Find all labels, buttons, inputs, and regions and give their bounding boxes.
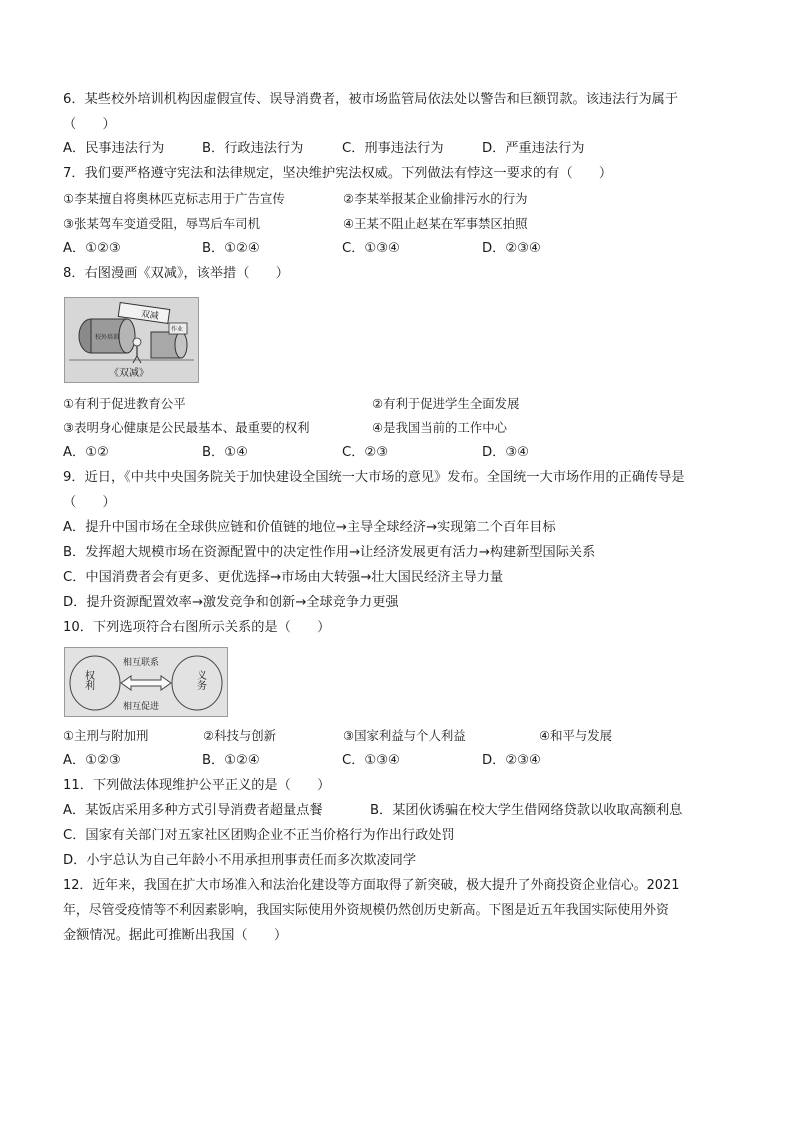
q7-item-4: ④王某不阻止赵某在军事禁区拍照 <box>343 216 528 231</box>
q10-option-c: C．①③④ <box>342 753 400 768</box>
q7-option-b: B．①②④ <box>202 241 260 256</box>
q10-item-3: ③国家利益与个人利益 <box>343 728 466 743</box>
q12-line-1: 12．近年来，我国在扩大市场准入和法治化建设等方面取得了新突破，极大提升了外商投资企业信心。2021 <box>63 878 680 893</box>
q7-item-1: ①李某擅自将奥林匹克标志用于广告宣传 <box>63 191 285 206</box>
q8-option-c: C．②③ <box>342 445 389 460</box>
q6-option-d: D．严重违法行为 <box>482 141 585 156</box>
q7-item-3: ③张某驾车变道受阻，辱骂后车司机 <box>63 216 260 231</box>
shuangjian-cartoon <box>64 297 199 383</box>
q10-stem: 10．下列选项符合右图所示关系的是（ ） <box>63 620 331 635</box>
q11-option-a: A．某饭店采用多种方式引导消费者超量点餐 <box>63 803 323 818</box>
q8-item-3: ③表明身心健康是公民最基本、最重要的权利 <box>63 420 310 435</box>
q8-item-4: ④是我国当前的工作中心 <box>372 420 508 435</box>
q6-option-a: A．民事违法行为 <box>63 141 165 156</box>
q10-item-1: ①主刑与附加刑 <box>63 728 149 743</box>
q6-option-b: B．行政违法行为 <box>202 141 304 156</box>
q7-option-d: D．②③④ <box>482 241 541 256</box>
q8-option-b: B．①④ <box>202 445 248 460</box>
q7-item-2: ②李某举报某企业偷排污水的行为 <box>343 191 528 206</box>
rights-duties-diagram <box>64 647 228 717</box>
rights-label: 权利 <box>82 670 94 690</box>
q8-stem: 8．右图漫画《双减》，该举措（ ） <box>63 266 289 281</box>
relationship-diagram <box>65 648 227 716</box>
q6-option-c: C．刑事违法行为 <box>342 141 444 156</box>
q12-line-2: 年，尽管受疫情等不利因素影响，我国实际使用外资规模仍然创历史新高。下图是近五年我国实际使用外资 <box>63 903 669 918</box>
q11-stem: 11．下列做法体现维护公平正义的是（ ） <box>63 778 331 793</box>
q7-option-c: C．①③④ <box>342 241 400 256</box>
q7-option-a: A．①②③ <box>63 241 121 256</box>
bottom-relation-label: 相互促进 <box>123 702 160 712</box>
q9-answer-paren: （ ） <box>63 495 116 510</box>
q10-option-d: D．②③④ <box>482 753 541 768</box>
q12-line-3: 金额情况。据此可推断出我国（ ） <box>63 928 288 943</box>
q11-option-c: C．国家有关部门对五家社区团购企业不正当价格行为作出行政处罚 <box>63 828 455 843</box>
sign-text: 双减 <box>140 309 160 323</box>
q9-option-b: B．发挥超大规模市场在资源配置中的决定性作用→让经济发展更有活力→构建新型国际关系 <box>63 545 596 560</box>
q10-option-a: A．①②③ <box>63 753 121 768</box>
q6-answer-paren: （ ） <box>63 117 116 132</box>
q10-item-2: ②科技与创新 <box>203 728 277 743</box>
cartoon-illustration <box>65 298 198 382</box>
box-text: 校外培训 <box>95 334 120 341</box>
q6-stem: 6．某些校外培训机构因虚假宣传、误导消费者，被市场监管局依法处以警告和巨额罚款。该违法行为属于 <box>63 92 679 107</box>
tag-text: 作业 <box>171 326 184 333</box>
q9-option-a: A．提升中国市场在全球供应链和价值链的地位→主导全球经济→实现第二个百年目标 <box>63 520 556 535</box>
q10-item-4: ④和平与发展 <box>539 728 613 743</box>
top-relation-label: 相互联系 <box>123 658 160 668</box>
q9-stem: 9．近日，《中共中央国务院关于加快建设全国统一大市场的意见》发布。全国统一大市场作用的正确传导是 <box>63 470 685 485</box>
q9-option-c: C．中国消费者会有更多、更优选择→市场由大转强→壮大国民经济主导力量 <box>63 570 504 585</box>
q9-option-d: D．提升资源配置效率→激发竞争和创新→全球竞争力更强 <box>63 595 399 610</box>
q8-item-1: ①有利于促进教育公平 <box>63 396 186 411</box>
q8-option-d: D．③④ <box>482 445 529 460</box>
q8-option-a: A．①② <box>63 445 109 460</box>
q7-stem: 7．我们要严格遵守宪法和法律规定，坚决维护宪法权威。下列做法有悖这一要求的有（ ） <box>63 166 613 181</box>
q11-option-b: B．某团伙诱骗在校大学生借网络贷款以收取高额利息 <box>370 803 683 818</box>
q11-option-d: D．小宇总认为自己年龄小不用承担刑事责任而多次欺凌同学 <box>63 853 417 868</box>
cartoon-caption: 《双减》 <box>109 368 149 379</box>
q10-option-b: B．①②④ <box>202 753 260 768</box>
q8-item-2: ②有利于促进学生全面发展 <box>372 396 520 411</box>
duties-label: 义务 <box>194 670 206 690</box>
